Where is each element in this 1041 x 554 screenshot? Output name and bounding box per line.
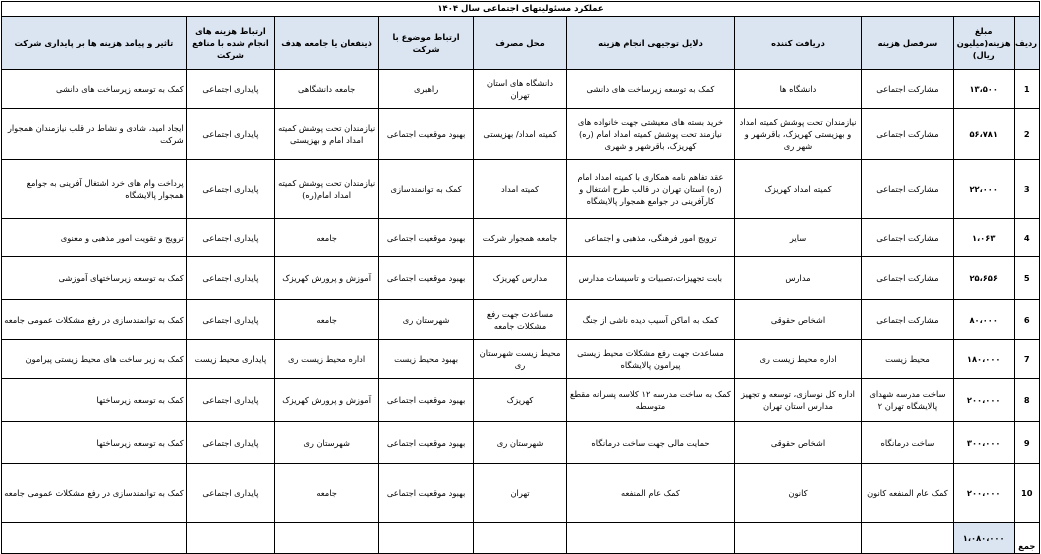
beneficiaries-cell: جامعه — [275, 300, 379, 340]
header-cell: محل مصرف — [474, 17, 567, 70]
relation-cell: بهبود موقعیت اجتماعی — [379, 109, 474, 160]
amount-cell: ۲۲،۰۰۰ — [953, 160, 1014, 219]
table-row — [2, 379, 1040, 422]
header-cell: ارتباط موضوع با شرکت — [379, 17, 474, 70]
row-number: 1 — [1014, 70, 1039, 109]
benefit-cell: پایداری اجتماعی — [186, 219, 274, 257]
beneficiaries-cell: جامعه دانشگاهی — [275, 70, 379, 109]
amount-cell: ۸۰،۰۰۰ — [953, 300, 1014, 340]
heading-cell: مشارکت اجتماعی — [862, 160, 954, 219]
beneficiaries-cell: نیازمندان تحت پوشش کمیته امداد امام و بهزیستی — [275, 109, 379, 160]
table-title: عملکرد مسئولیتهای اجتماعی سال ۱۴۰۴ — [2, 2, 1040, 17]
recipient-cell: مدارس — [734, 257, 861, 300]
heading-cell: مشارکت اجتماعی — [862, 70, 954, 109]
spreadsheet — [1, 1, 1040, 551]
reason-cell: عقد تفاهم نامه همکاری با کمیته امداد امام (ره) استان تهران در قالب طرح اشتغال و کارآفرینی در جوامع همجوار پالایشگاه — [566, 160, 734, 219]
amount-cell: ۲۵،۶۵۶ — [953, 257, 1014, 300]
impact-cell: کمک به زیر ساخت های محیط زیستی پیرامون — [2, 340, 187, 379]
total-label: جمع — [1014, 523, 1039, 554]
header-cell: سرفصل هزینه — [862, 17, 954, 70]
heading-cell: مشارکت اجتماعی — [862, 109, 954, 160]
empty-cell — [474, 523, 567, 554]
place-cell: شهرستان ری — [474, 422, 567, 464]
row-number: 2 — [1014, 109, 1039, 160]
benefit-cell: پایداری اجتماعی — [186, 379, 274, 422]
place-cell: تهران — [474, 464, 567, 523]
heading-cell: ساخت مدرسه شهدای پالایشگاه تهران ۲ — [862, 379, 954, 422]
relation-cell: بهبود موقعیت اجتماعی — [379, 464, 474, 523]
row-number: 4 — [1014, 219, 1039, 257]
row-number: 6 — [1014, 300, 1039, 340]
beneficiaries-cell: آموزش و پرورش کهریزک — [275, 257, 379, 300]
reason-cell: کمک به اماکن آسیب دیده ناشی از جنگ — [566, 300, 734, 340]
impact-cell: کمک به توسعه زیرساخت های دانشی — [2, 70, 187, 109]
amount-cell: ۱۳،۵۰۰ — [953, 70, 1014, 109]
header-cell: مبلغ هزینه(میلیون ریال) — [953, 17, 1014, 70]
row-number: 8 — [1014, 379, 1039, 422]
place-cell: مدارس کهریزک — [474, 257, 567, 300]
recipient-cell: کانون — [734, 464, 861, 523]
header-cell: ارتباط هزینه های انجام شده با منافع شرکت — [186, 17, 274, 70]
beneficiaries-cell: جامعه — [275, 219, 379, 257]
amount-cell: ۱۸۰،۰۰۰ — [953, 340, 1014, 379]
empty-cell — [566, 523, 734, 554]
place-cell: دانشگاه های استان تهران — [474, 70, 567, 109]
place-cell: مساعدت جهت رفع مشکلات جامعه — [474, 300, 567, 340]
header-cell: دلایل توجیهی انجام هزینه — [566, 17, 734, 70]
table-row — [2, 422, 1040, 464]
impact-cell: کمک به توسعه زیرساختها — [2, 379, 187, 422]
place-cell: محیط زیست شهرستان ری — [474, 340, 567, 379]
reason-cell: حمایت مالی جهت ساخت درمانگاه — [566, 422, 734, 464]
header-cell: تاثیر و پیامد هزینه ها بر پایداری شرکت — [2, 17, 187, 70]
csr-table — [1, 1, 1040, 554]
row-number: 5 — [1014, 257, 1039, 300]
benefit-cell: پایداری اجتماعی — [186, 257, 274, 300]
empty-cell — [2, 523, 187, 554]
impact-cell: کمک به توانمندسازی در رفع مشکلات عمومی جامعه — [2, 300, 187, 340]
table-row — [2, 70, 1040, 109]
table-row — [2, 464, 1040, 523]
header-row — [2, 17, 1040, 70]
total-row — [2, 523, 1040, 554]
empty-cell — [186, 523, 274, 554]
heading-cell: مشارکت اجتماعی — [862, 257, 954, 300]
header-cell: دریافت کننده — [734, 17, 861, 70]
impact-cell: کمک به توسعه زیرساختها — [2, 422, 187, 464]
reason-cell: بابت تجهیزات،تصبیات و تاسیسات مدارس — [566, 257, 734, 300]
place-cell: جامعه همجوار شرکت — [474, 219, 567, 257]
recipient-cell: کمیته امداد کهریزک — [734, 160, 861, 219]
empty-cell — [275, 523, 379, 554]
amount-cell: ۳۰۰،۰۰۰ — [953, 422, 1014, 464]
relation-cell: راهبری — [379, 70, 474, 109]
amount-cell: ۵۶،۷۸۱ — [953, 109, 1014, 160]
beneficiaries-cell: اداره محیط زیست ری — [275, 340, 379, 379]
table-row — [2, 257, 1040, 300]
benefit-cell: پایداری محیط زیست — [186, 340, 274, 379]
recipient-cell: سایر — [734, 219, 861, 257]
reason-cell: کمک عام المنفعه — [566, 464, 734, 523]
heading-cell: مشارکت اجتماعی — [862, 300, 954, 340]
amount-cell: ۲۰۰،۰۰۰ — [953, 464, 1014, 523]
amount-cell: ۱،۰۶۳ — [953, 219, 1014, 257]
benefit-cell: پایداری اجتماعی — [186, 70, 274, 109]
recipient-cell: نیازمندان تحت پوشش کمیته امداد و بهزیستی کهریزک، باقرشهر و شهر ری — [734, 109, 861, 160]
table-row — [2, 160, 1040, 219]
row-number: 10 — [1014, 464, 1039, 523]
benefit-cell: پایداری اجتماعی — [186, 300, 274, 340]
table-row — [2, 109, 1040, 160]
header-cell: ردیف — [1014, 17, 1039, 70]
empty-cell — [862, 523, 954, 554]
benefit-cell: پایداری اجتماعی — [186, 160, 274, 219]
recipient-cell: اداره کل نوسازی، توسعه و تجهیز مدارس استان تهران — [734, 379, 861, 422]
relation-cell: بهبود موقعیت اجتماعی — [379, 379, 474, 422]
reason-cell: مساعدت جهت رفع مشکلات محیط زیستی پیرامون پالایشگاه — [566, 340, 734, 379]
recipient-cell: اشخاص حقوقی — [734, 422, 861, 464]
total-amount: ۱،۰۸۰،۰۰۰ — [953, 523, 1014, 554]
reason-cell: ترویج امور فرهنگی، مذهبی و اجتماعی — [566, 219, 734, 257]
reason-cell: خرید بسته های معیشتی جهت خانواده های نیازمند تحت پوشش کمیته امداد امام (ره) کهریزک، باقرشهر و شهری — [566, 109, 734, 160]
benefit-cell: پایداری اجتماعی — [186, 109, 274, 160]
place-cell: کمیته امداد/ بهزیستی — [474, 109, 567, 160]
recipient-cell: اداره محیط زیست ری — [734, 340, 861, 379]
row-number: 9 — [1014, 422, 1039, 464]
impact-cell: پرداخت وام های خرد اشتغال آفرینی به جوامع همجوار پالایشگاه — [2, 160, 187, 219]
relation-cell: بهبود موقعیت اجتماعی — [379, 219, 474, 257]
beneficiaries-cell: جامعه — [275, 464, 379, 523]
impact-cell: کمک به توانمندسازی در رفع مشکلات عمومی جامعه — [2, 464, 187, 523]
benefit-cell: پایداری اجتماعی — [186, 422, 274, 464]
relation-cell: بهبود موقعیت اجتماعی — [379, 422, 474, 464]
reason-cell: کمک به ساخت مدرسه ۱۲ کلاسه پسرانه مقطع متوسطه — [566, 379, 734, 422]
impact-cell: ایجاد امید، شادی و نشاط در قلب نیازمندان همجوار شرکت — [2, 109, 187, 160]
impact-cell: ترویج و تقویت امور مذهبی و معنوی — [2, 219, 187, 257]
benefit-cell: پایداری اجتماعی — [186, 464, 274, 523]
beneficiaries-cell: نیازمندان تحت پوشش کمیته امداد امام(ره) — [275, 160, 379, 219]
impact-cell: کمک به توسعه زیرساختهای آموزشی — [2, 257, 187, 300]
row-number: 3 — [1014, 160, 1039, 219]
heading-cell: ساخت درمانگاه — [862, 422, 954, 464]
relation-cell: بهبود موقعیت اجتماعی — [379, 257, 474, 300]
relation-cell: کمک به توانمندسازی — [379, 160, 474, 219]
heading-cell: کمک عام المنفعه کانون — [862, 464, 954, 523]
empty-cell — [734, 523, 861, 554]
heading-cell: مشارکت اجتماعی — [862, 219, 954, 257]
beneficiaries-cell: آموزش و پرورش کهریزک — [275, 379, 379, 422]
recipient-cell: دانشگاه ها — [734, 70, 861, 109]
heading-cell: محیط زیست — [862, 340, 954, 379]
amount-cell: ۲۰۰،۰۰۰ — [953, 379, 1014, 422]
header-cell: ذینفعان یا جامعه هدف — [275, 17, 379, 70]
beneficiaries-cell: شهرستان ری — [275, 422, 379, 464]
place-cell: کهریزک — [474, 379, 567, 422]
empty-cell — [379, 523, 474, 554]
recipient-cell: اشخاص حقوقی — [734, 300, 861, 340]
reason-cell: کمک به توسعه زیرساخت های دانشی — [566, 70, 734, 109]
relation-cell: شهرستان ری — [379, 300, 474, 340]
row-number: 7 — [1014, 340, 1039, 379]
table-row — [2, 340, 1040, 379]
relation-cell: بهبود محیط زیست — [379, 340, 474, 379]
table-row — [2, 219, 1040, 257]
table-row — [2, 300, 1040, 340]
place-cell: کمیته امداد — [474, 160, 567, 219]
